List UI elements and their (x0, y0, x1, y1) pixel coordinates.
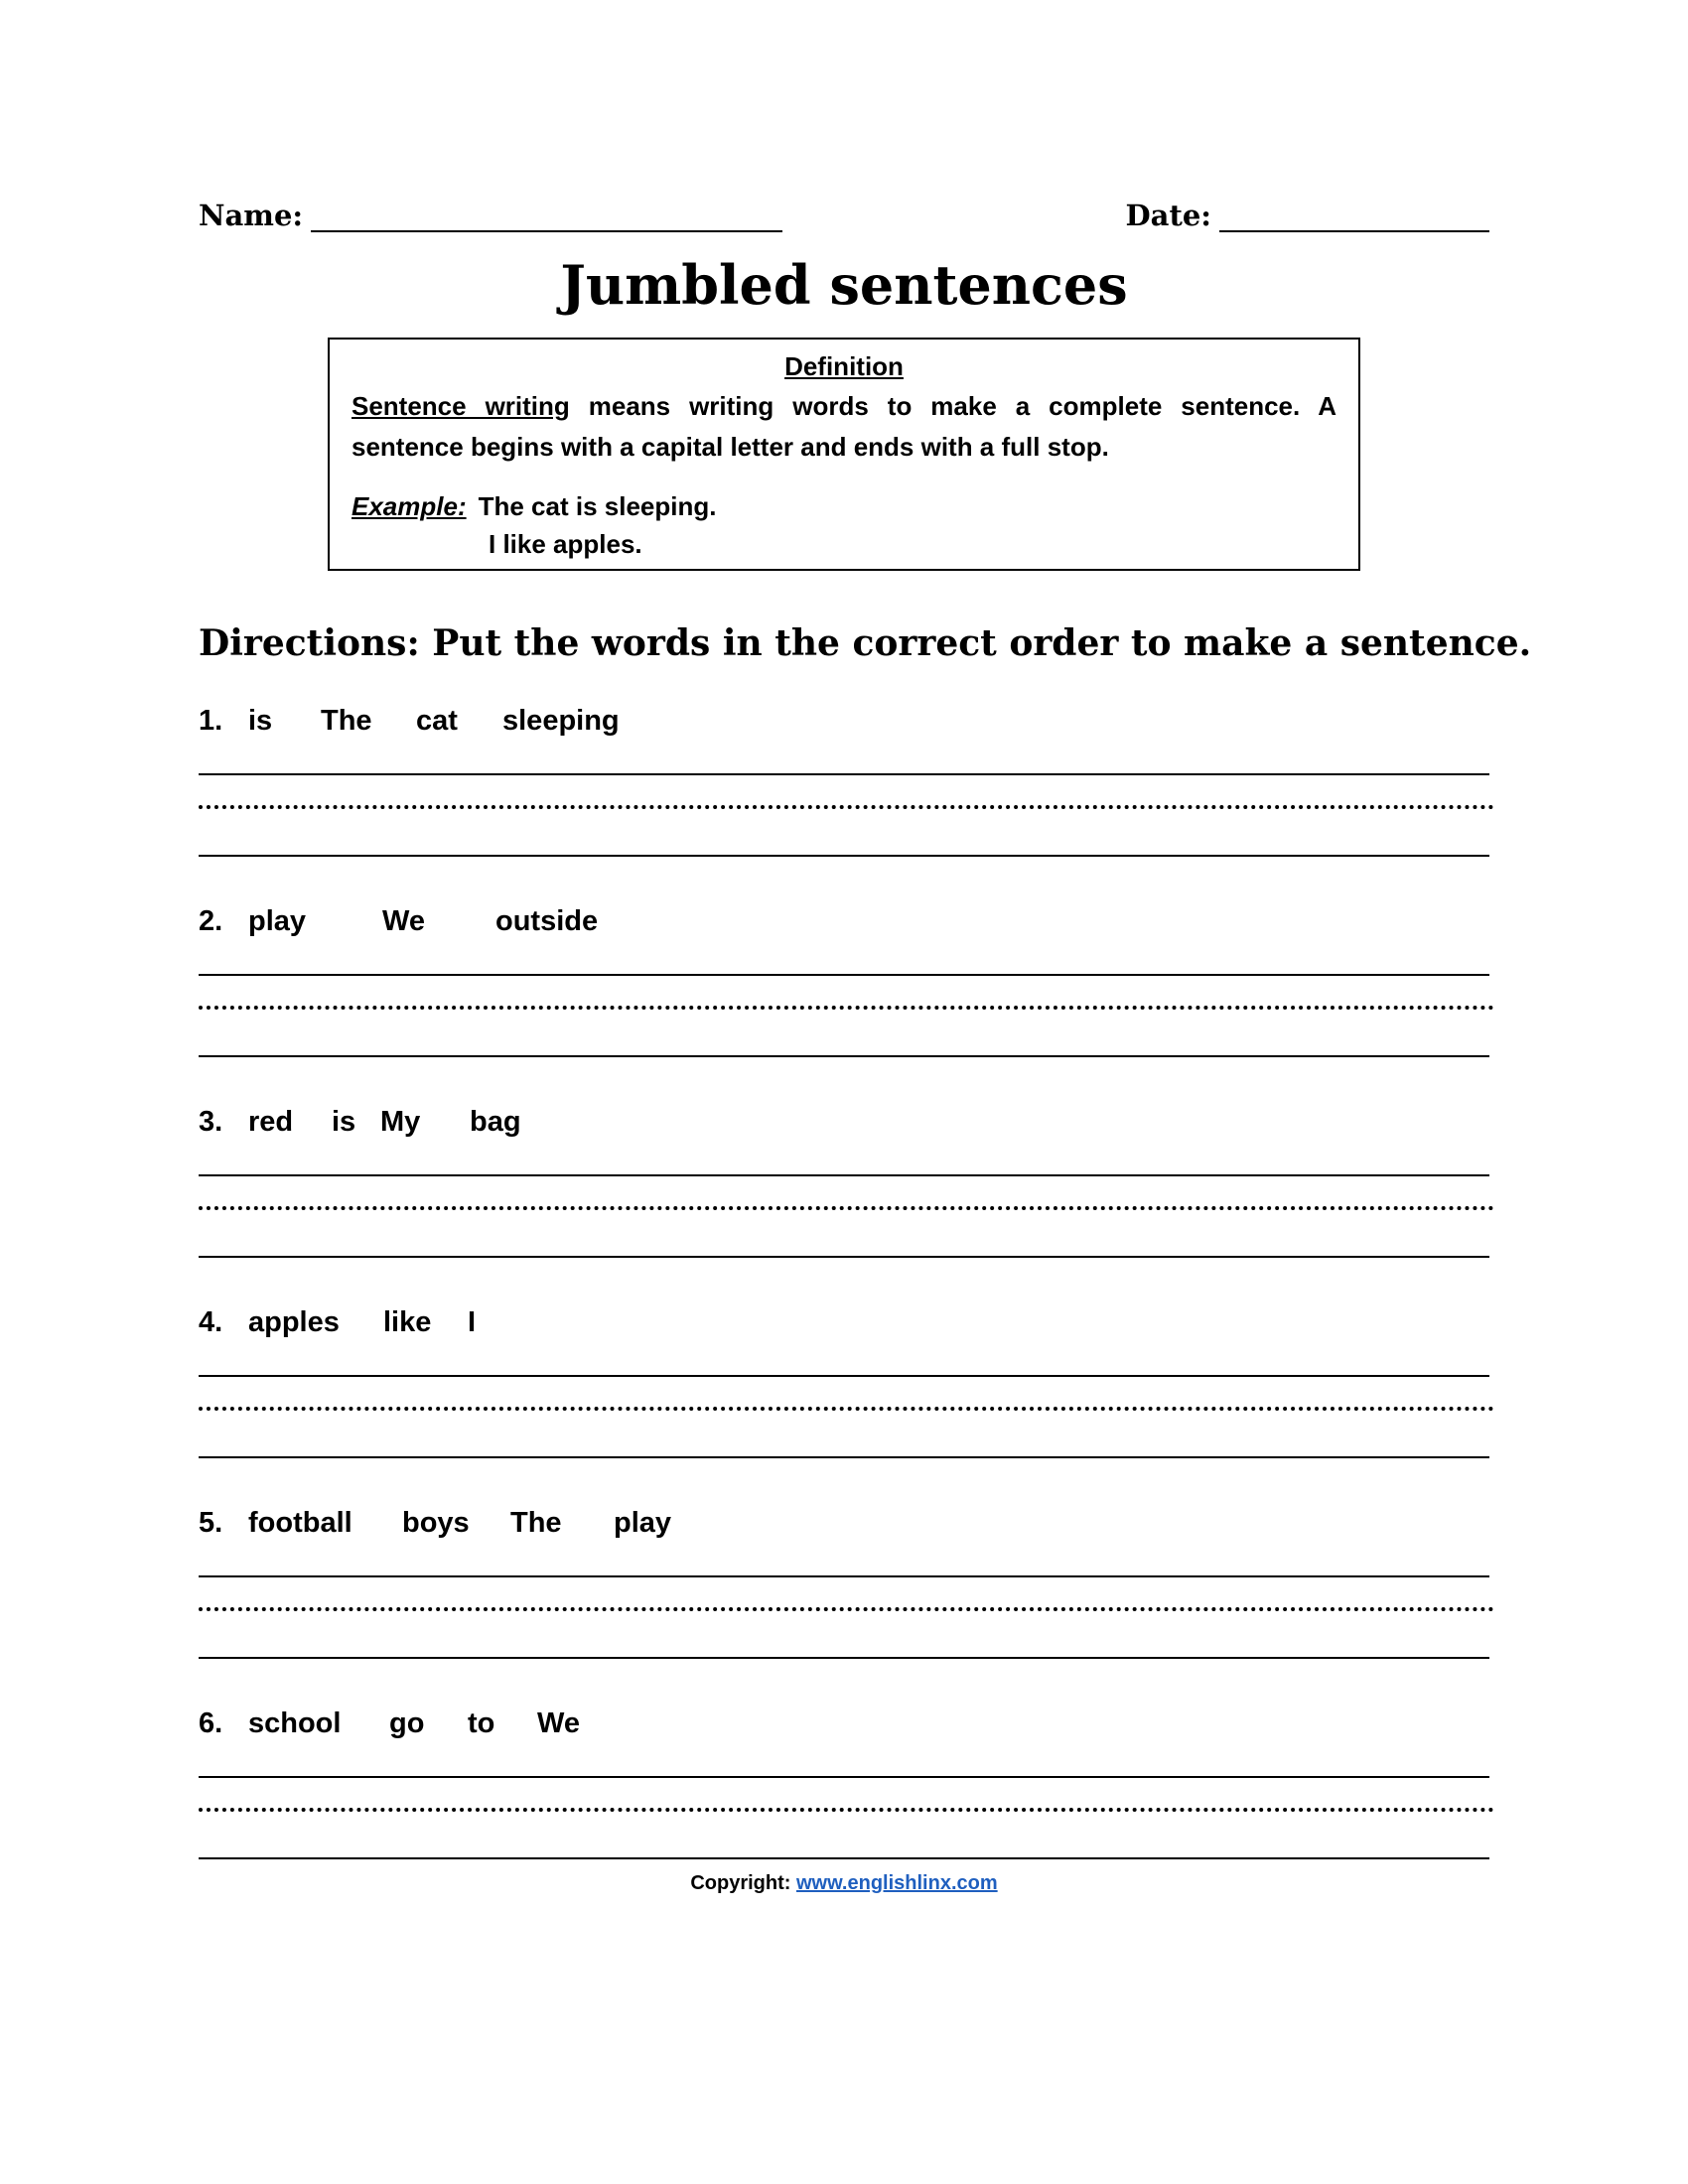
name-field (199, 199, 782, 232)
answer-line-middle[interactable] (199, 1407, 1494, 1411)
question-4 (199, 1304, 1494, 1458)
jumbled-word: boys (402, 1506, 470, 1539)
directions-text: Directions: Put the words in the correct order to make a sentence. (199, 622, 1532, 664)
answer-line-middle[interactable] (199, 805, 1494, 809)
question-number: 5. (199, 1506, 223, 1539)
definition-heading: Definition (784, 351, 904, 381)
jumbled-word: play (614, 1506, 672, 1539)
name-label: Name: (199, 199, 304, 232)
jumbled-word: bag (470, 1105, 521, 1138)
question-number: 6. (199, 1706, 223, 1739)
name-blank-line[interactable] (311, 201, 782, 232)
example-label: Example: (352, 491, 467, 522)
jumbled-word: outside (495, 904, 599, 937)
jumbled-word: The (321, 704, 372, 737)
answer-line-middle[interactable] (199, 1808, 1494, 1812)
answer-line-bottom[interactable] (199, 1456, 1489, 1458)
date-field (1126, 199, 1490, 232)
question-number: 4. (199, 1305, 223, 1338)
jumbled-word: cat (416, 704, 458, 737)
jumbled-word: We (537, 1706, 580, 1739)
jumbled-words (199, 1304, 1494, 1340)
jumbled-word: is (248, 704, 273, 737)
jumbled-word: We (382, 904, 425, 937)
jumbled-words (199, 903, 1494, 939)
copyright-label: Copyright: (690, 1872, 791, 1894)
answer-line-bottom[interactable] (199, 1857, 1489, 1859)
question-3 (199, 1104, 1494, 1258)
question-1 (199, 703, 1494, 857)
date-blank-line[interactable] (1219, 201, 1489, 232)
definition-body: means writing words to make a complete sentence. A sentence begins with a capital letter and ends with a full stop. (352, 391, 1336, 463)
jumbled-word: sleeping (502, 704, 620, 737)
jumbled-words (199, 703, 1494, 739)
jumbled-words (199, 1706, 1494, 1741)
header-row (199, 199, 1489, 238)
jumbled-word: is (332, 1105, 356, 1138)
answer-line-top[interactable] (199, 1375, 1489, 1377)
jumbled-word: go (389, 1706, 425, 1739)
jumbled-word: apples (248, 1305, 340, 1338)
answer-line-middle[interactable] (199, 1607, 1494, 1611)
date-label: Date: (1125, 199, 1211, 232)
example-sentence-2: I like apples. (489, 529, 642, 560)
example-sentence-1: The cat is sleeping. (478, 491, 717, 522)
jumbled-word: football (248, 1506, 352, 1539)
jumbled-word: The (510, 1506, 562, 1539)
answer-line-bottom[interactable] (199, 1055, 1489, 1057)
question-number: 1. (199, 704, 223, 737)
jumbled-word: like (383, 1305, 432, 1338)
website-link[interactable]: www.englishlinx.com (796, 1872, 998, 1894)
jumbled-word: red (248, 1105, 294, 1138)
definition-box (328, 338, 1360, 571)
question-5 (199, 1505, 1494, 1659)
answer-line-bottom[interactable] (199, 1657, 1489, 1659)
answer-line-bottom[interactable] (199, 1256, 1489, 1258)
question-6 (199, 1706, 1494, 1859)
answer-line-top[interactable] (199, 1575, 1489, 1577)
jumbled-word: to (468, 1706, 495, 1739)
jumbled-words (199, 1104, 1494, 1140)
jumbled-words (199, 1505, 1494, 1541)
definition-text (352, 386, 1336, 468)
jumbled-word: My (380, 1105, 421, 1138)
jumbled-word: school (248, 1706, 342, 1739)
answer-line-top[interactable] (199, 974, 1489, 976)
definition-term: Sentence writing (352, 391, 570, 422)
question-number: 2. (199, 904, 223, 937)
question-number: 3. (199, 1105, 223, 1138)
answer-line-top[interactable] (199, 773, 1489, 775)
worksheet-title: Jumbled sentences (560, 253, 1128, 317)
jumbled-word: I (468, 1305, 477, 1338)
answer-line-middle[interactable] (199, 1206, 1494, 1210)
answer-line-bottom[interactable] (199, 855, 1489, 857)
copyright-footer (0, 1872, 1688, 1895)
example-block (352, 487, 1336, 563)
answer-line-middle[interactable] (199, 1006, 1494, 1010)
answer-line-top[interactable] (199, 1776, 1489, 1778)
jumbled-word: play (248, 904, 307, 937)
question-2 (199, 903, 1494, 1057)
answer-line-top[interactable] (199, 1174, 1489, 1176)
